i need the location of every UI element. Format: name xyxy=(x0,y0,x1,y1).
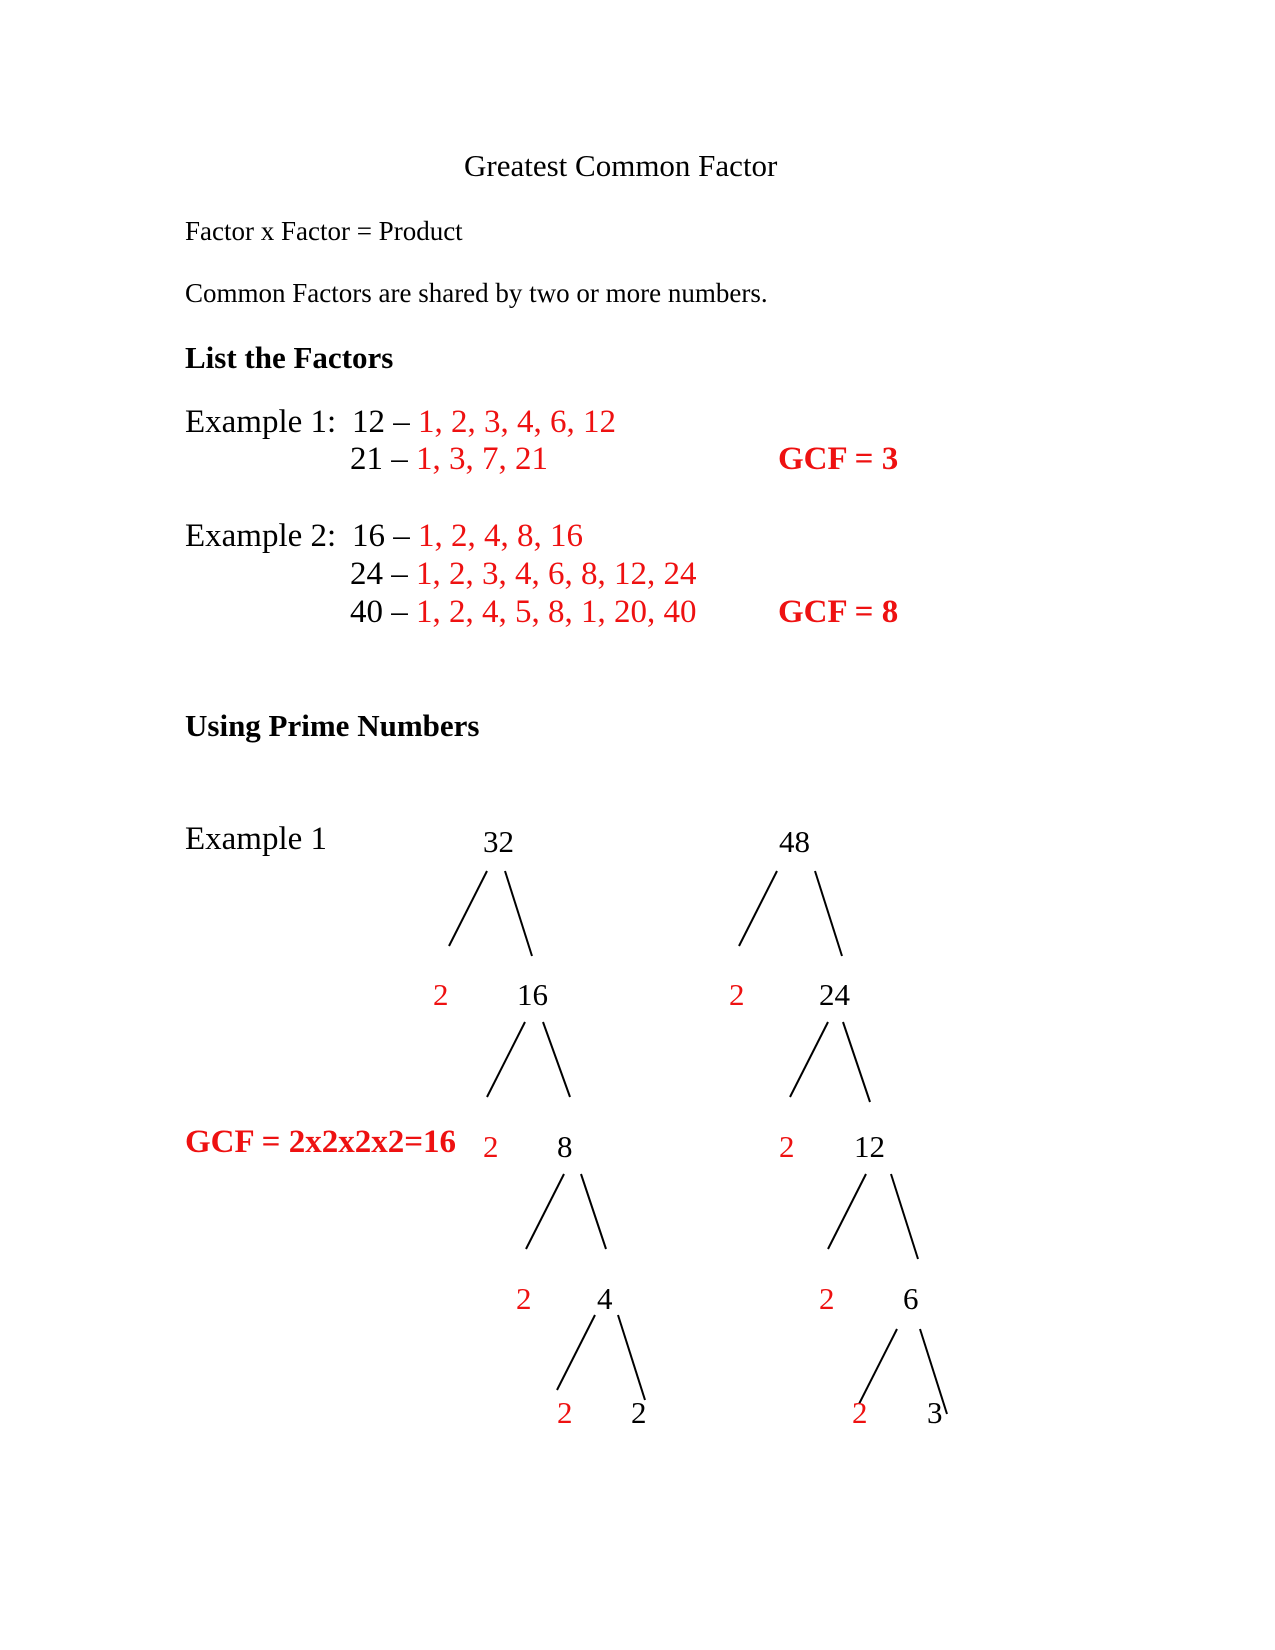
section-heading-list-factors: List the Factors xyxy=(185,340,394,375)
tree-left-composite: 4 xyxy=(597,1281,613,1316)
tree-branch xyxy=(618,1315,645,1400)
factor-row-factors: 1, 2, 3, 4, 6, 8, 12, 24 xyxy=(416,556,697,592)
factor-row-factors: 1, 2, 3, 4, 6, 12 xyxy=(418,404,616,440)
tree-branch xyxy=(790,1022,828,1097)
tree-right-prime: 2 xyxy=(729,977,745,1012)
gcf-result-prime: GCF = 2x2x2x2=16 xyxy=(185,1124,457,1160)
example2-label: Example 2: xyxy=(185,518,337,554)
tree-left-root: 32 xyxy=(483,824,514,859)
factor-row-number: 12 – xyxy=(352,404,418,440)
tree-right-root: 48 xyxy=(779,824,810,859)
gcf-result-example2: GCF = 8 xyxy=(778,594,899,630)
tree-left-composite: 8 xyxy=(557,1129,573,1164)
tree-branch xyxy=(505,871,532,956)
tree-branch xyxy=(543,1022,570,1097)
tree-branch xyxy=(828,1174,866,1249)
tree-branch xyxy=(449,871,487,946)
tree-right-prime: 2 xyxy=(852,1395,868,1430)
tree-right-composite: 3 xyxy=(927,1395,943,1430)
factor-row-number: 16 – xyxy=(352,518,418,554)
tree-left-prime: 2 xyxy=(483,1129,499,1164)
tree-left-prime: 2 xyxy=(433,977,449,1012)
tree-right-composite: 12 xyxy=(854,1129,885,1164)
definition-text: Factor x Factor = Product xyxy=(185,216,463,246)
tree-branch xyxy=(739,871,777,946)
tree-right-composite: 24 xyxy=(819,977,850,1012)
tree-left-composite: 2 xyxy=(631,1395,647,1430)
factor-row-number: 40 – xyxy=(350,594,416,630)
common-factors-text: Common Factors are shared by two or more numbers. xyxy=(185,278,768,308)
factor-row-number: 21 – xyxy=(350,441,416,477)
tree-branch xyxy=(859,1329,897,1404)
tree-branch xyxy=(843,1022,870,1102)
factor-row-factors: 1, 3, 7, 21 xyxy=(416,441,548,477)
gcf-result-example1: GCF = 3 xyxy=(778,441,899,477)
tree-right-composite: 6 xyxy=(903,1281,919,1316)
example1-label: Example 1: xyxy=(185,404,337,440)
tree-right-prime: 2 xyxy=(819,1281,835,1316)
factor-row-factors: 1, 2, 4, 8, 16 xyxy=(418,518,583,554)
prime-example-label: Example 1 xyxy=(185,821,328,857)
tree-left-prime: 2 xyxy=(516,1281,532,1316)
tree-branch xyxy=(581,1174,606,1249)
factor-row-factors: 1, 2, 4, 5, 8, 1, 20, 40 xyxy=(416,594,697,630)
tree-branch xyxy=(557,1315,595,1390)
section-heading-prime-numbers: Using Prime Numbers xyxy=(185,708,480,743)
factor-row-number: 24 – xyxy=(350,556,416,592)
page-title: Greatest Common Factor xyxy=(464,148,778,183)
tree-branch xyxy=(526,1174,564,1249)
tree-right-prime: 2 xyxy=(779,1129,795,1164)
tree-left-composite: 16 xyxy=(517,977,548,1012)
tree-left-prime: 2 xyxy=(557,1395,573,1430)
tree-branch xyxy=(891,1174,918,1259)
tree-branch xyxy=(815,871,842,956)
tree-branch xyxy=(487,1022,525,1097)
